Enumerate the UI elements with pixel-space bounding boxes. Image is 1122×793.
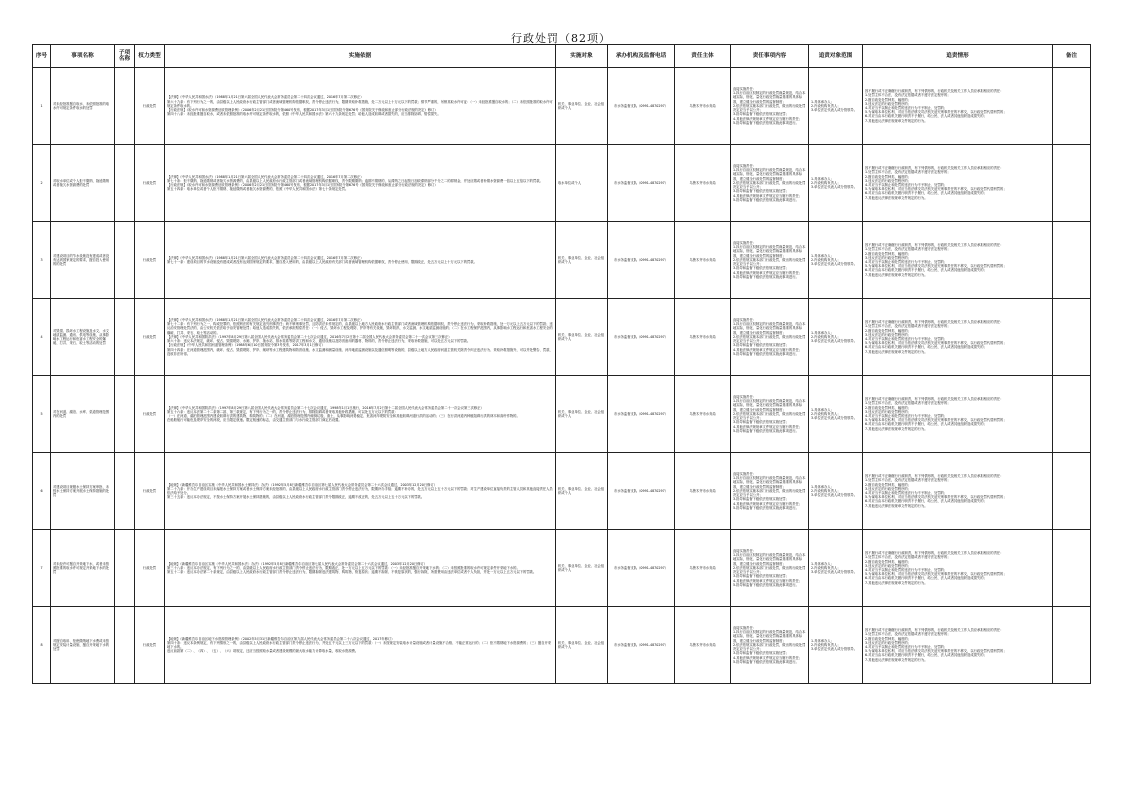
cell-duty-line: 直接实施责任： bbox=[733, 472, 757, 477]
cell-situation-line: 3.违反法定的行政处罚程序的； bbox=[865, 563, 912, 568]
cell-situation-line: 3.违反法定的行政处罚程序的； bbox=[865, 640, 912, 645]
cell-duty-line: 4.其他法律法规规章文件规定应当履行的责任； bbox=[733, 116, 803, 121]
cell-item-name: 对建设项目的节水设施没有建成或者没有达到国家规定的要求，擅自投入使用的的处罚 bbox=[51, 222, 115, 299]
cell-item-name: 对取水单位或个人拒不缴纳、拖延缴纳或者拖欠水资源费的处罚 bbox=[51, 145, 115, 222]
cell-situation-line: 因不履行或不正确履行行政职责，有下列情形的，行政机关及相关工作人员应承担相应的责任： bbox=[865, 243, 1004, 248]
cell-duty-line: 3.指导和监督下级依法依规实施处罚； bbox=[733, 189, 789, 194]
cell-situation-line: 4.对应当予以制止和处罚的违法行为不予制止、处罚的； bbox=[865, 414, 948, 418]
cell-scope-line: 3.单位法定代表人或分管领导。 bbox=[811, 262, 858, 267]
header-sub-name: 子项名称 bbox=[115, 45, 135, 68]
cell-basis-line: 【法律】《中华人民共和国防洪法》（1997年8月29日第八届全国人民代表大会常务委员会第二十七次会议通过，2016年7月2日第十二届全国人民代表大会常务委员会第二十一次会议第三次修正） bbox=[167, 334, 452, 339]
cell-power-type: 行政处罚 bbox=[135, 530, 165, 607]
cell-duty-line: 1.执行自治区权制定的行政处罚裁量规范，结合本地实际，细化、量化行政处罚裁量基准的具体标准，建立健全行政处罚的监督制度； bbox=[733, 476, 806, 489]
cell-situation bbox=[863, 453, 1053, 530]
cell-target: 机关、事业单位、企业、社会组织或个人 bbox=[556, 222, 608, 299]
cell-scope-line: 3.单位法定代表人或分管领导。 bbox=[811, 108, 858, 113]
cell-subject: 乌鲁木齐市水务局 bbox=[675, 530, 731, 607]
cell-item-name: 对擅自取用、拒绝缴纳地下水费或未按规定安装计量设施、擅自开采地下水的处罚 bbox=[51, 607, 115, 684]
cell-basis-line: 【地规】《新疆维吾尔自治区实施〈中华人民共和国水法〉办法》（1992年5月8日新疆维吾尔自治区第七届人民代表大会常务委员会第二十六次会议通过，2003年12月20日修订） bbox=[167, 561, 428, 566]
cell-no: 4 bbox=[33, 299, 51, 376]
cell-subject: 乌鲁木齐市水务局 bbox=[675, 222, 731, 299]
cell-basis-line: 【法律】《中华人民共和国水法》（1988年1月21日第六届全国人民代表大会常务委员会第二十四次会议通过，2016年7月第二次修正） bbox=[167, 174, 364, 179]
table-row bbox=[33, 453, 1091, 530]
cell-scope-line: 3.单位法定代表人或分管领导。 bbox=[811, 493, 858, 498]
cell-basis-line: 第四十八条：未经批准擅自取水，或者未依照批准的取水许可规定条件取水的，依照《中华人民共和国水法》第六十九条规定处罚；给他人造成妨碍或者损失的，应当排除妨碍、赔偿损失。 bbox=[167, 112, 441, 117]
cell-basis-line: 第七十一条：建设项目的节水设施没有建成或者没有达到国家规定的要求，擅自投入使用的，由县级以上人民政府有关部门或者流域管理机构依据职权，责令停止使用，限期改正，处五万元以上十万元以下的罚款。 bbox=[167, 260, 477, 264]
header-target: 实施对象 bbox=[556, 45, 608, 68]
cell-subject: 乌鲁木齐市水务局 bbox=[675, 376, 731, 453]
cell-basis bbox=[165, 222, 556, 299]
cell-scope bbox=[809, 222, 863, 299]
cell-situation-line: 因不履行或不正确履行行政职责，有下列情形的，行政机关及相关工作人员应承担相应的责任： bbox=[865, 320, 1004, 325]
cell-basis bbox=[165, 453, 556, 530]
cell-basis bbox=[165, 607, 556, 684]
cell-situation-line: 因不履行或不正确履行行政职责，有下列情形的，行政机关及相关工作人员应承担相应的责任： bbox=[865, 551, 1004, 556]
header-duty: 责任事项内容 bbox=[731, 45, 809, 68]
cell-scope-line: 1.具体承办人； bbox=[811, 561, 834, 566]
cell-remark bbox=[1053, 68, 1091, 145]
cell-situation-line: 5.为谋取本单位私利，对应当依法移交司法机关追究刑事责任的不移交，以行政处罚代替刑罚的； bbox=[865, 110, 1007, 115]
cell-situation bbox=[863, 145, 1053, 222]
cell-remark bbox=[1053, 222, 1091, 299]
cell-basis bbox=[165, 530, 556, 607]
cell-situation-line: 3.违反法定的行政处罚程序的； bbox=[865, 486, 912, 491]
cell-duty bbox=[731, 222, 809, 299]
cell-basis-line: 第三十五条：违反本办法规定，不按水土保持方案开展水土保持措施的，由县级以上人民政府水行政主管部门责令限期改正，逾期不改正的，处五万元以上五十万元以下的罚款。 bbox=[167, 495, 425, 500]
cell-duty-line: 2.依法依规实施本部门行政处罚，做出的行政处罚决定应当予以公开； bbox=[733, 257, 806, 267]
cell-situation-line: 7.其他违反法律法规规章文件规定的行为。 bbox=[865, 426, 928, 431]
cell-situation-line: 4.对应当予以制止和处罚的违法行为不予制止、处罚的； bbox=[865, 337, 948, 341]
cell-situation bbox=[863, 68, 1053, 145]
cell-duty-line: 4.其他法律法规规章文件规定应当履行的责任； bbox=[733, 270, 803, 275]
cell-no: 1 bbox=[33, 68, 51, 145]
cell-situation bbox=[863, 299, 1053, 376]
cell-situation bbox=[863, 222, 1053, 299]
cell-item-name: 对毁损、损坏水工程设施及水文、水文地质监测、通讯、供电等设施，从事影响水工程运行和危害水工程安全的爆破、打井、采石、取土等活动的处罚 bbox=[51, 299, 115, 376]
cell-situation-line: 4.对应当予以制止和处罚的违法行为不予制止、处罚的； bbox=[865, 491, 948, 495]
cell-situation-line: 1.处罚主体不合法，没有法定依据或者不遵守法定程序的； bbox=[865, 324, 951, 329]
cell-remark bbox=[1053, 376, 1091, 453]
cell-situation-line: 3.违反法定的行政处罚程序的； bbox=[865, 409, 912, 414]
cell-duty-line: 2.依法依规实施本部门行政处罚，做出的行政处罚决定应当予以公开； bbox=[733, 180, 806, 190]
cell-situation bbox=[863, 607, 1053, 684]
cell-basis-line: 第四十四条：在河道管理范围内，破坏、侵占、毁损堤防、护岸、闸坝等水工程建筑物和防汛设施、水文监测和测量设施、河岸地质监测设施以及通信照明等设施的，县级以上地方人民政府河道主管机关除责令纠正违法行为、采取补救措施外，可以并处警告、罚款、没收非法所得。 bbox=[167, 347, 553, 356]
cell-situation-line: 6.对应当由本行政机关履行职责不予履行，给公民、法人或者其他组织造成损失的； bbox=[865, 268, 987, 273]
cell-duty-line: 2.依法依规实施本部门行政处罚，做出的行政处罚决定应当予以公开； bbox=[733, 411, 806, 421]
cell-scope-line: 1.具体承办人； bbox=[811, 330, 834, 335]
cell-situation-line: 4.对应当予以制止和处罚的违法行为不予制止、处罚的； bbox=[865, 260, 948, 264]
cell-item-name: 对在河道、湖泊、水库、渠道管理范围内的处罚 bbox=[51, 376, 115, 453]
cell-duty-line: 4.其他法律法规规章文件规定应当履行的责任； bbox=[733, 347, 803, 352]
cell-target: 机关、事业单位、企业、社会组织或个人 bbox=[556, 607, 608, 684]
document-title: 行政处罚（82项） bbox=[511, 32, 611, 45]
cell-subject: 乌鲁木齐市水务局 bbox=[675, 607, 731, 684]
cell-target: 机关、事业单位、企业、社会组织或个人 bbox=[556, 68, 608, 145]
header-no: 序号 bbox=[33, 45, 51, 68]
table-row bbox=[33, 299, 1091, 376]
cell-basis-line: 第三十八条：违反本办法规定，有下列行为之一的，由县级以上人民政府水行政主管部门责令停止违法行为，限期改正，处一万元以上五万元以下的罚款：（一）未经批准擅自开采地下水的；（二）未按照批准的取水许可规定条件开采地下水的。 bbox=[167, 565, 520, 570]
cell-duty-line: 4.其他法律法规规章文件规定应当履行的责任； bbox=[733, 578, 803, 583]
header-agency: 承办机构及监督电话 bbox=[608, 45, 675, 68]
cell-agency: 市水务监督支队（0991-4870297） bbox=[608, 453, 675, 530]
cell-subject: 乌鲁木齐市水务局 bbox=[675, 299, 731, 376]
cell-situation-line: 4.对应当予以制止和处罚的违法行为不予制止、处罚的； bbox=[865, 106, 948, 110]
cell-situation-line: 1.处罚主体不合法，没有法定依据或者不遵守法定程序的； bbox=[865, 478, 951, 483]
cell-situation-line: 因不履行或不正确履行行政职责，有下列情形的，行政机关及相关工作人员应承担相应的责任： bbox=[865, 166, 1004, 171]
cell-situation-line: 1.处罚主体不合法，没有法定依据或者不遵守法定程序的； bbox=[865, 401, 951, 406]
header-item-name: 事项名称 bbox=[51, 45, 115, 68]
cell-duty bbox=[731, 299, 809, 376]
cell-duty-line: 5.指导和监督下级依法依规实施此事项进行。 bbox=[733, 505, 799, 510]
cell-situation-line: 5.为谋取本单位私利，对应当依法移交司法机关追究刑事责任的不移交，以行政处罚代替刑罚的； bbox=[865, 341, 1007, 346]
cell-basis bbox=[165, 299, 556, 376]
cell-duty-line: 3.指导和监督下级依法依规实施处罚； bbox=[733, 112, 789, 117]
cell-scope-line: 1.具体承办人； bbox=[811, 407, 834, 412]
cell-scope-line: 1.具体承办人； bbox=[811, 176, 834, 181]
cell-no: 7 bbox=[33, 530, 51, 607]
cell-target: 机关、事业单位、企业、社会组织或个人 bbox=[556, 453, 608, 530]
cell-duty-line: 3.指导和监督下级依法依规实施处罚； bbox=[733, 266, 789, 271]
header-situation: 追责情形 bbox=[863, 45, 1053, 68]
cell-sub-name bbox=[115, 145, 135, 222]
cell-scope-line: 2.内设机构负责人； bbox=[811, 565, 841, 570]
cell-duty bbox=[731, 68, 809, 145]
cell-basis-line: 【地规】《新疆维吾尔自治区地下水资源管理条例》（2002年5月31日新疆维吾尔自治区第九届人民代表大会常务委员会第二十八次会议通过，2017年修订） bbox=[167, 636, 395, 641]
cell-situation-line: 5.为谋取本单位私利，对应当依法移交司法机关追究刑事责任的不移交，以行政处罚代替刑罚的； bbox=[865, 187, 1007, 192]
cell-basis-line: 第七十条：拒不缴纳、拖延缴纳或者拖欠水资源费的，由县级以上人民政府水行政主管部门或者流域管理机构依据职权，责令限期缴纳；逾期不缴纳的，从滞纳之日起按日加收滞纳部分千分之二的滞纳金，并处应缴或者补缴水资源费一倍以上五倍以下的罚款。 bbox=[167, 178, 543, 183]
cell-situation-line: 2.擅自改变处罚种类、幅度的； bbox=[865, 328, 912, 333]
cell-duty-line: 直接实施责任： bbox=[733, 318, 757, 323]
cell-scope-line: 3.单位法定代表人或分管领导。 bbox=[811, 339, 858, 344]
cell-basis-line: （一）在河道、湖泊管理范围内建设妨碍行洪的建筑物、构筑物的；（二）在河道、湖泊管理范围内倾倒垃圾、渣土，从事影响河势稳定、危害河岸堤防安全和其他妨碍河道行洪的活动的；（三）在行洪河道内种植阻碍行洪的林木和高秆作物的。 bbox=[167, 414, 520, 418]
cell-situation bbox=[863, 530, 1053, 607]
cell-situation-line: 2.擅自改变处罚种类、幅度的； bbox=[865, 174, 912, 179]
cell-target: 取水单位或个人 bbox=[556, 145, 608, 222]
cell-basis bbox=[165, 145, 556, 222]
cell-situation-line: 7.其他违反法律法规规章文件规定的行为。 bbox=[865, 580, 928, 585]
cell-duty-line: 4.其他法律法规规章文件规定应当履行的责任； bbox=[733, 501, 803, 506]
cell-scope bbox=[809, 530, 863, 607]
cell-basis-line: 第二十九条：开办生产建设项目未编报水土保持方案或者水土保持方案未经批准的，由县级以上人民政府水行政主管部门责令停止违法行为，限期补办手续；逾期不补办的，处五万元以上五十万元以下的罚款；对生产建设单位直接负责的主管人员和其他直接责任人员依法给予处分。 bbox=[167, 486, 553, 495]
cell-situation-line: 1.处罚主体不合法，没有法定依据或者不遵守法定程序的； bbox=[865, 632, 951, 637]
cell-situation-line: 因不履行或不正确履行行政职责，有下列情形的，行政机关及相关工作人员应承担相应的责任： bbox=[865, 397, 1004, 402]
cell-basis-line: 第五十六条：违反本法第二十二条第二款、第三款规定，有下列行为之一的，责令停止违法行为，排除阻碍或者采取其他补救措施，可以处五万元以下的罚款： bbox=[167, 409, 398, 414]
cell-subject: 乌鲁木齐市水务局 bbox=[675, 68, 731, 145]
cell-scope-line: 1.具体承办人； bbox=[811, 253, 834, 258]
cell-situation-line: 6.对应当由本行政机关履行职责不予履行，给公民、法人或者其他组织造成损失的； bbox=[865, 191, 987, 196]
table-row bbox=[33, 607, 1091, 684]
cell-situation-line: 5.为谋取本单位私利，对应当依法移交司法机关追究刑事责任的不移交，以行政处罚代替刑罚的； bbox=[865, 418, 1007, 423]
cell-situation-line: 1.处罚主体不合法，没有法定依据或者不遵守法定程序的； bbox=[865, 555, 951, 560]
cell-no: 5 bbox=[33, 376, 51, 453]
cell-situation-line: 2.擅自改变处罚种类、幅度的； bbox=[865, 405, 912, 410]
cell-power-type: 行政处罚 bbox=[135, 222, 165, 299]
cell-duty-line: 直接实施责任： bbox=[733, 241, 757, 246]
cell-duty bbox=[731, 376, 809, 453]
cell-scope bbox=[809, 68, 863, 145]
cell-scope-line: 1.具体承办人； bbox=[811, 638, 834, 643]
cell-situation-line: 7.其他违反法律法规规章文件规定的行为。 bbox=[865, 195, 928, 200]
cell-agency: 市水务监督支队（0991-4870297） bbox=[608, 68, 675, 145]
cell-no: 2 bbox=[33, 145, 51, 222]
cell-no: 6 bbox=[33, 453, 51, 530]
cell-duty-line: 1.执行自治区权制定的行政处罚裁量规范，结合本地实际，细化、量化行政处罚裁量基准的具体标准，建立健全行政处罚的监督制度； bbox=[733, 91, 806, 104]
cell-duty-line: 1.执行自治区权制定的行政处罚裁量规范，结合本地实际，细化、量化行政处罚裁量基准的具体标准，建立健全行政处罚的监督制度； bbox=[733, 322, 806, 335]
cell-duty-line: 5.指导和监督下级依法依规实施此事项进行。 bbox=[733, 197, 799, 202]
cell-agency: 市水务监督支队（0991-4870297） bbox=[608, 607, 675, 684]
cell-situation-line: 2.擅自改变处罚种类、幅度的； bbox=[865, 482, 912, 487]
cell-duty-line: 直接实施责任： bbox=[733, 626, 757, 631]
cell-duty bbox=[731, 607, 809, 684]
table-row bbox=[33, 530, 1091, 607]
table-row bbox=[33, 68, 1091, 145]
table-header-row bbox=[33, 45, 1091, 68]
cell-duty-line: 直接实施责任： bbox=[733, 549, 757, 554]
cell-situation-line: 7.其他违反法律法规规章文件规定的行为。 bbox=[865, 657, 928, 662]
cell-remark bbox=[1053, 299, 1091, 376]
cell-situation-line: 5.为谋取本单位私利，对应当依法移交司法机关追究刑事责任的不移交，以行政处罚代替刑罚的； bbox=[865, 649, 1007, 654]
cell-duty-line: 5.指导和监督下级依法依规实施此事项进行。 bbox=[733, 582, 799, 587]
cell-situation-line: 3.违反法定的行政处罚程序的； bbox=[865, 255, 912, 260]
cell-situation-line: 7.其他违反法律法规规章文件规定的行为。 bbox=[865, 272, 928, 277]
cell-power-type: 行政处罚 bbox=[135, 145, 165, 222]
cell-basis bbox=[165, 68, 556, 145]
penalty-table bbox=[32, 44, 1091, 684]
cell-item-name: 对建设项目规避水土保持方案审批、未按水土保持方案开展水土保持措施的处罚 bbox=[51, 453, 115, 530]
cell-basis-line: 第四十条：违反本条例规定，有下列情形之一的，由县级以上人民政府水行政主管部门责令停止违法行为，并处五千元以上三万元以下的罚款：（一）未按规定安装取水计量设施或者计量设施不合格、不能正常运行的；（二）拒不缴纳地下水资源费的；（三）擅自开采地下水的。 bbox=[167, 640, 552, 649]
cell-duty-line: 4.其他法律法规规章文件规定应当履行的责任； bbox=[733, 424, 803, 429]
cell-sub-name bbox=[115, 607, 135, 684]
cell-situation-line: 6.对应当由本行政机关履行职责不予履行，给公民、法人或者其他组织造成损失的； bbox=[865, 653, 987, 658]
cell-duty bbox=[731, 453, 809, 530]
cell-situation-line: 1.处罚主体不合法，没有法定依据或者不遵守法定程序的； bbox=[865, 247, 951, 252]
cell-duty-line: 2.依法依规实施本部门行政处罚，做出的行政处罚决定应当予以公开； bbox=[733, 488, 806, 498]
cell-remark bbox=[1053, 453, 1091, 530]
cell-basis-line: 第六十九条：有下列行为之一的，由县级以上人民政府水行政主管部门或者流域管理机构依据职权，责令停止违法行为，限期采取补救措施，处二万元以上十万元以下的罚款；情节严重的，吊销其取水许可证：（一）未经批准擅自取水的；（二）未依照批准的取水许可规定条件取水的。 bbox=[167, 99, 553, 108]
cell-situation-line: 6.对应当由本行政机关履行职责不予履行，给公民、法人或者其他组织造成损失的； bbox=[865, 114, 987, 119]
cell-duty-line: 5.指导和监督下级依法依规实施此事项进行。 bbox=[733, 659, 799, 664]
cell-duty-line: 直接实施责任： bbox=[733, 164, 757, 169]
cell-duty-line: 5.指导和监督下级依法依规实施此事项进行。 bbox=[733, 351, 799, 356]
cell-basis-line: 第六十条：违反本法规定，破坏、侵占、毁损堤防、水闸、护岸、抽水站、排水渠系等防洪工程和水文、通信设施以及防汛备用的器材、物料的，责令停止违法行为，采取补救措施，可以处五万元以下的罚款。 bbox=[167, 339, 471, 344]
cell-situation-line: 1.处罚主体不合法，没有法定依据或者不遵守法定程序的； bbox=[865, 170, 951, 175]
cell-scope-line: 1.具体承办人； bbox=[811, 99, 834, 104]
header-subject: 责任主体 bbox=[675, 45, 731, 68]
cell-duty bbox=[731, 145, 809, 222]
cell-situation-line: 6.对应当由本行政机关履行职责不予履行，给公民、法人或者其他组织造成损失的； bbox=[865, 499, 987, 504]
cell-situation-line: 3.违反法定的行政处罚程序的； bbox=[865, 178, 912, 183]
cell-remark bbox=[1053, 530, 1091, 607]
cell-situation-line: 3.违反法定的行政处罚程序的； bbox=[865, 332, 912, 337]
cell-duty-line: 2.依法依规实施本部门行政处罚，做出的行政处罚决定应当予以公开； bbox=[733, 334, 806, 344]
cell-item-name: 对未经许可擅自开采地下水，或者未按照批准的取水许可规定开采地下水的处罚 bbox=[51, 530, 115, 607]
cell-duty-line: 1.执行自治区权制定的行政处罚裁量规范，结合本地实际，细化、量化行政处罚裁量基准的具体标准，建立健全行政处罚的监督制度； bbox=[733, 399, 806, 412]
cell-sub-name bbox=[115, 530, 135, 607]
table-body bbox=[33, 68, 1091, 684]
cell-duty-line: 2.依法依规实施本部门行政处罚，做出的行政处罚决定应当予以公开； bbox=[733, 565, 806, 575]
cell-basis bbox=[165, 376, 556, 453]
cell-basis-line: 第七十二条：有下列行为之一，构成犯罪的，依照刑法的有关规定追究刑事责任；尚不够刑事处罚，且防洪法未作规定的，由县级以上地方人民政府水行政主管部门或者流域管理机构依据职权，责令停止违法行为，采取补救措施，处一万元以上五万元以下的罚款；违反治安管理处罚法的，由公安机关依法给予治安管理处罚；给他人造成损失的，依法承担赔偿责任：（一）侵占、毁坏水工程及堤防、护岸等有关设施，毁坏防汛、水文监测、水文地质监测设施的；（二）在水工程保护范围内，从事影响水工程运行和危害水工程安全的爆破、打井、采石、取土等活动的。 bbox=[167, 322, 553, 335]
cell-agency: 市水务监督支队（0991-4870297） bbox=[608, 299, 675, 376]
cell-duty-line: 5.指导和监督下级依法依规实施此事项进行。 bbox=[733, 274, 799, 279]
cell-situation-line: 7.其他违反法律法规规章文件规定的行为。 bbox=[865, 118, 928, 123]
cell-power-type: 行政处罚 bbox=[135, 607, 165, 684]
cell-situation-line: 1.处罚主体不合法，没有法定依据或者不遵守法定程序的； bbox=[865, 93, 951, 98]
cell-situation-line: 7.其他违反法律法规规章文件规定的行为。 bbox=[865, 503, 928, 508]
cell-duty-line: 1.执行自治区权制定的行政处罚裁量规范，结合本地实际，细化、量化行政处罚裁量基准的具体标准，建立健全行政处罚的监督制度； bbox=[733, 168, 806, 181]
cell-duty-line: 3.指导和监督下级依法依规实施处罚； bbox=[733, 497, 789, 502]
cell-duty-line: 5.指导和监督下级依法依规实施此事项进行。 bbox=[733, 120, 799, 125]
cell-remark bbox=[1053, 145, 1091, 222]
cell-situation-line: 5.为谋取本单位私利，对应当依法移交司法机关追究刑事责任的不移交，以行政处罚代替刑罚的； bbox=[865, 264, 1007, 269]
cell-power-type: 行政处罚 bbox=[135, 68, 165, 145]
cell-basis-line: 第五十二条：违反本办法第二十条规定，由县级以上人民政府水行政主管部门责令停止违法行为，限期拆除违法建筑物、构筑物，恢复原状；逾期不拆除、不恢复原状的，强行拆除，所需费用由违法单位或者个人负担，并处一万元以上五万元以下的罚款。 bbox=[167, 570, 537, 575]
cell-scope-line: 3.单位法定代表人或分管领导。 bbox=[811, 570, 858, 575]
cell-situation-line: 2.擅自改变处罚种类、幅度的； bbox=[865, 97, 912, 102]
cell-scope bbox=[809, 299, 863, 376]
cell-duty-line: 1.执行自治区权制定的行政处罚裁量规范，结合本地实际，细化、量化行政处罚裁量基准的具体标准，建立健全行政处罚的监督制度； bbox=[733, 245, 806, 258]
cell-scope-line: 2.内设机构负责人； bbox=[811, 180, 841, 185]
cell-remark bbox=[1053, 607, 1091, 684]
cell-situation-line: 5.为谋取本单位私利，对应当依法移交司法机关追究刑事责任的不移交，以行政处罚代替刑罚的； bbox=[865, 495, 1007, 500]
cell-duty-line: 3.指导和监督下级依法依规实施处罚； bbox=[733, 651, 789, 656]
cell-situation-line: 2.擅自改变处罚种类、幅度的； bbox=[865, 559, 912, 564]
header-scope: 追责对象范围 bbox=[809, 45, 863, 68]
cell-situation-line: 3.违反法定的行政处罚程序的； bbox=[865, 101, 912, 106]
cell-scope bbox=[809, 376, 863, 453]
cell-sub-name bbox=[115, 222, 135, 299]
cell-basis-line: 【法律】《中华人民共和国水法》（1988年1月21日第六届全国人民代表大会常务委员会第二十四次会议通过，2016年7月第二次修正） bbox=[167, 255, 364, 260]
cell-scope bbox=[809, 607, 863, 684]
cell-target: 机关、事业单位、企业、社会组织或个人 bbox=[556, 299, 608, 376]
cell-scope-line: 2.内设机构负责人； bbox=[811, 103, 841, 108]
cell-target: 机关、事业单位、企业、社会组织或个人 bbox=[556, 376, 608, 453]
cell-sub-name bbox=[115, 453, 135, 530]
cell-situation-line: 2.擅自改变处罚种类、幅度的； bbox=[865, 636, 912, 641]
cell-no: 3 bbox=[33, 222, 51, 299]
cell-target: 机关、事业单位、企业、社会组织或个人 bbox=[556, 530, 608, 607]
cell-scope-line: 1.具体承办人； bbox=[811, 484, 834, 489]
header-basis: 实施依据 bbox=[165, 45, 556, 68]
table-row bbox=[33, 376, 1091, 453]
cell-situation-line: 因不履行或不正确履行行政职责，有下列情形的，行政机关及相关工作人员应承担相应的责任： bbox=[865, 89, 1004, 94]
cell-power-type: 行政处罚 bbox=[135, 376, 165, 453]
cell-situation-line: 4.对应当予以制止和处罚的违法行为不予制止、处罚的； bbox=[865, 645, 948, 649]
cell-duty-line: 直接实施责任： bbox=[733, 395, 757, 400]
cell-basis-line: 【法律】《中华人民共和国防洪法》（1997年8月29日第八届全国人民代表大会常务委员会第二十七次会议通过，1998年1月1日施行，2016年7月2日第十二届全国人民代表大会常务委员会第二十一次会议第三次修正） bbox=[167, 405, 484, 410]
cell-agency: 市水务监督支队（0991-4870297） bbox=[608, 222, 675, 299]
cell-situation-line: 4.对应当予以制止和处罚的违法行为不予制止、处罚的； bbox=[865, 568, 948, 572]
cell-power-type: 行政处罚 bbox=[135, 299, 165, 376]
cell-item-name: 对未经批准擅自取水、未依照批准的取水许可规定条件取水的处罚 bbox=[51, 68, 115, 145]
cell-duty-line: 5.指导和监督下级依法依规实施此事项进行。 bbox=[733, 428, 799, 433]
cell-power-type: 行政处罚 bbox=[135, 453, 165, 530]
cell-basis-line: 【法律】《中华人民共和国水法》（1988年1月21日第六届全国人民代表大会常务委员会第二十四次会议通过，2016年7月第二次修正） bbox=[167, 95, 364, 100]
cell-scope-line: 2.内设机构负责人； bbox=[811, 411, 841, 416]
cell-duty-line: 1.执行自治区权制定的行政处罚裁量规范，结合本地实际，细化、量化行政处罚裁量基准的具体标准，建立健全行政处罚的监督制度； bbox=[733, 553, 806, 566]
cell-duty-line: 4.其他法律法规规章文件规定应当履行的责任； bbox=[733, 193, 803, 198]
cell-sub-name bbox=[115, 376, 135, 453]
cell-situation-line: 5.为谋取本单位私利，对应当依法移交司法机关追究刑事责任的不移交，以行政处罚代替刑罚的； bbox=[865, 572, 1007, 577]
cell-basis-line: 【法律】《中华人民共和国水法》（1988年1月21日第六届全国人民代表大会常务委员会第二十四次会议通过，2016年7月第二次修正） bbox=[167, 318, 364, 323]
cell-basis-line: 【行政法规】《取水许可和水资源费征收管理条例》（2006年2月21日国务院令第460号发布，根据2017年3月1日国务院令第676号《国务院关于修改和废止部分行政法规的决定》修订） bbox=[167, 108, 438, 113]
cell-duty-line: 2.依法依规实施本部门行政处罚，做出的行政处罚决定应当予以公开； bbox=[733, 103, 806, 113]
cell-scope-line: 3.单位法定代表人或分管领导。 bbox=[811, 647, 858, 652]
cell-basis-line: 第五十四条：取水单位或者个人拒不缴纳、拖延缴纳或者拖欠水资源费的，依照《中华人民共和国水法》第七十条规定处罚。 bbox=[167, 187, 349, 192]
cell-situation-line: 6.对应当由本行政机关履行职责不予履行，给公民、法人或者其他组织造成损失的； bbox=[865, 422, 987, 427]
cell-scope-line: 2.内设机构负责人； bbox=[811, 642, 841, 647]
cell-situation-line: 6.对应当由本行政机关履行职责不予履行，给公民、法人或者其他组织造成损失的； bbox=[865, 576, 987, 581]
header-remark: 备注 bbox=[1053, 45, 1091, 68]
cell-agency: 市水务监督支队（0991-4870297） bbox=[608, 145, 675, 222]
cell-scope-line: 2.内设机构负责人； bbox=[811, 488, 841, 493]
cell-subject: 乌鲁木齐市水务局 bbox=[675, 145, 731, 222]
cell-subject: 乌鲁木齐市水务局 bbox=[675, 453, 731, 530]
cell-basis-line: 【地规】《新疆维吾尔自治区实施〈中华人民共和国水土保持法〉办法》（1992年5月8日新疆维吾尔自治区第七届人民代表大会常务委员会第二十六次会议通过，2003年12月20日修订） bbox=[167, 482, 438, 487]
cell-sub-name bbox=[115, 68, 135, 145]
cell-situation-line: 因不履行或不正确履行行政职责，有下列情形的，行政机关及相关工作人员应承担相应的责任： bbox=[865, 474, 1004, 479]
cell-situation-line: 7.其他违反法律法规规章文件规定的行为。 bbox=[865, 349, 928, 354]
cell-situation-line: 4.对应当予以制止和处罚的违法行为不予制止、处罚的； bbox=[865, 183, 948, 187]
table-row bbox=[33, 222, 1091, 299]
cell-scope bbox=[809, 145, 863, 222]
header-power-type: 权力类型 bbox=[135, 45, 165, 68]
cell-duty-line: 2.依法依规实施本部门行政处罚，做出的行政处罚决定应当予以公开； bbox=[733, 642, 806, 652]
cell-duty-line: 4.其他法律法规规章文件规定应当履行的责任； bbox=[733, 655, 803, 660]
cell-situation-line: 因不履行或不正确履行行政职责，有下列情形的，行政机关及相关工作人员应承担相应的责任： bbox=[865, 628, 1004, 633]
cell-duty-line: 1.执行自治区权制定的行政处罚裁量规范，结合本地实际，细化、量化行政处罚裁量基准的具体标准，建立健全行政处罚的监督制度； bbox=[733, 630, 806, 643]
cell-duty-line: 3.指导和监督下级依法依规实施处罚； bbox=[733, 343, 789, 348]
cell-duty-line: 3.指导和监督下级依法依规实施处罚； bbox=[733, 574, 789, 579]
cell-scope-line: 2.内设机构负责人； bbox=[811, 334, 841, 339]
cell-situation bbox=[863, 376, 1053, 453]
cell-duty-line: 3.指导和监督下级依法依规实施处罚； bbox=[733, 420, 789, 425]
cell-scope bbox=[809, 453, 863, 530]
cell-duty-line: 直接实施责任： bbox=[733, 87, 757, 92]
cell-basis-line: 【行政法规】《中华人民共和国河道管理条例》（1988年6月10日国务院令第3号发布，2017年3月1日修订） bbox=[167, 343, 325, 348]
cell-agency: 市水务监督支队（0991-4870297） bbox=[608, 530, 675, 607]
cell-no: 8 bbox=[33, 607, 51, 684]
cell-basis-line: 在船舶航行可能危及堤岸安全的河段，应当限定航速。限定航速的标志，由交通主管部门与水行政主管部门商定后设置。 bbox=[167, 418, 342, 423]
cell-scope-line: 3.单位法定代表人或分管领导。 bbox=[811, 416, 858, 421]
cell-sub-name bbox=[115, 299, 135, 376]
cell-basis-line: 违反前款第（二）、（四）、（五）、（六）项规定，还应当按照取水量或者建设规模的最大取水能力计算取水量，收取水资源费。 bbox=[167, 649, 359, 654]
table-row bbox=[33, 145, 1091, 222]
cell-duty bbox=[731, 530, 809, 607]
cell-situation-line: 2.擅自改变处罚种类、幅度的； bbox=[865, 251, 912, 256]
cell-situation-line: 6.对应当由本行政机关履行职责不予履行，给公民、法人或者其他组织造成损失的； bbox=[865, 345, 987, 350]
cell-basis-line: 【行政法规】《取水许可和水资源费征收管理条例》（2006年2月21日国务院令第460号发布，根据2017年3月1日国务院令第676号《国务院关于修改和废止部分行政法规的决定》修订） bbox=[167, 183, 438, 187]
cell-agency: 市水务监督支队（0991-4870297） bbox=[608, 376, 675, 453]
cell-scope-line: 2.内设机构负责人； bbox=[811, 257, 841, 262]
cell-scope-line: 3.单位法定代表人或分管领导。 bbox=[811, 185, 858, 190]
